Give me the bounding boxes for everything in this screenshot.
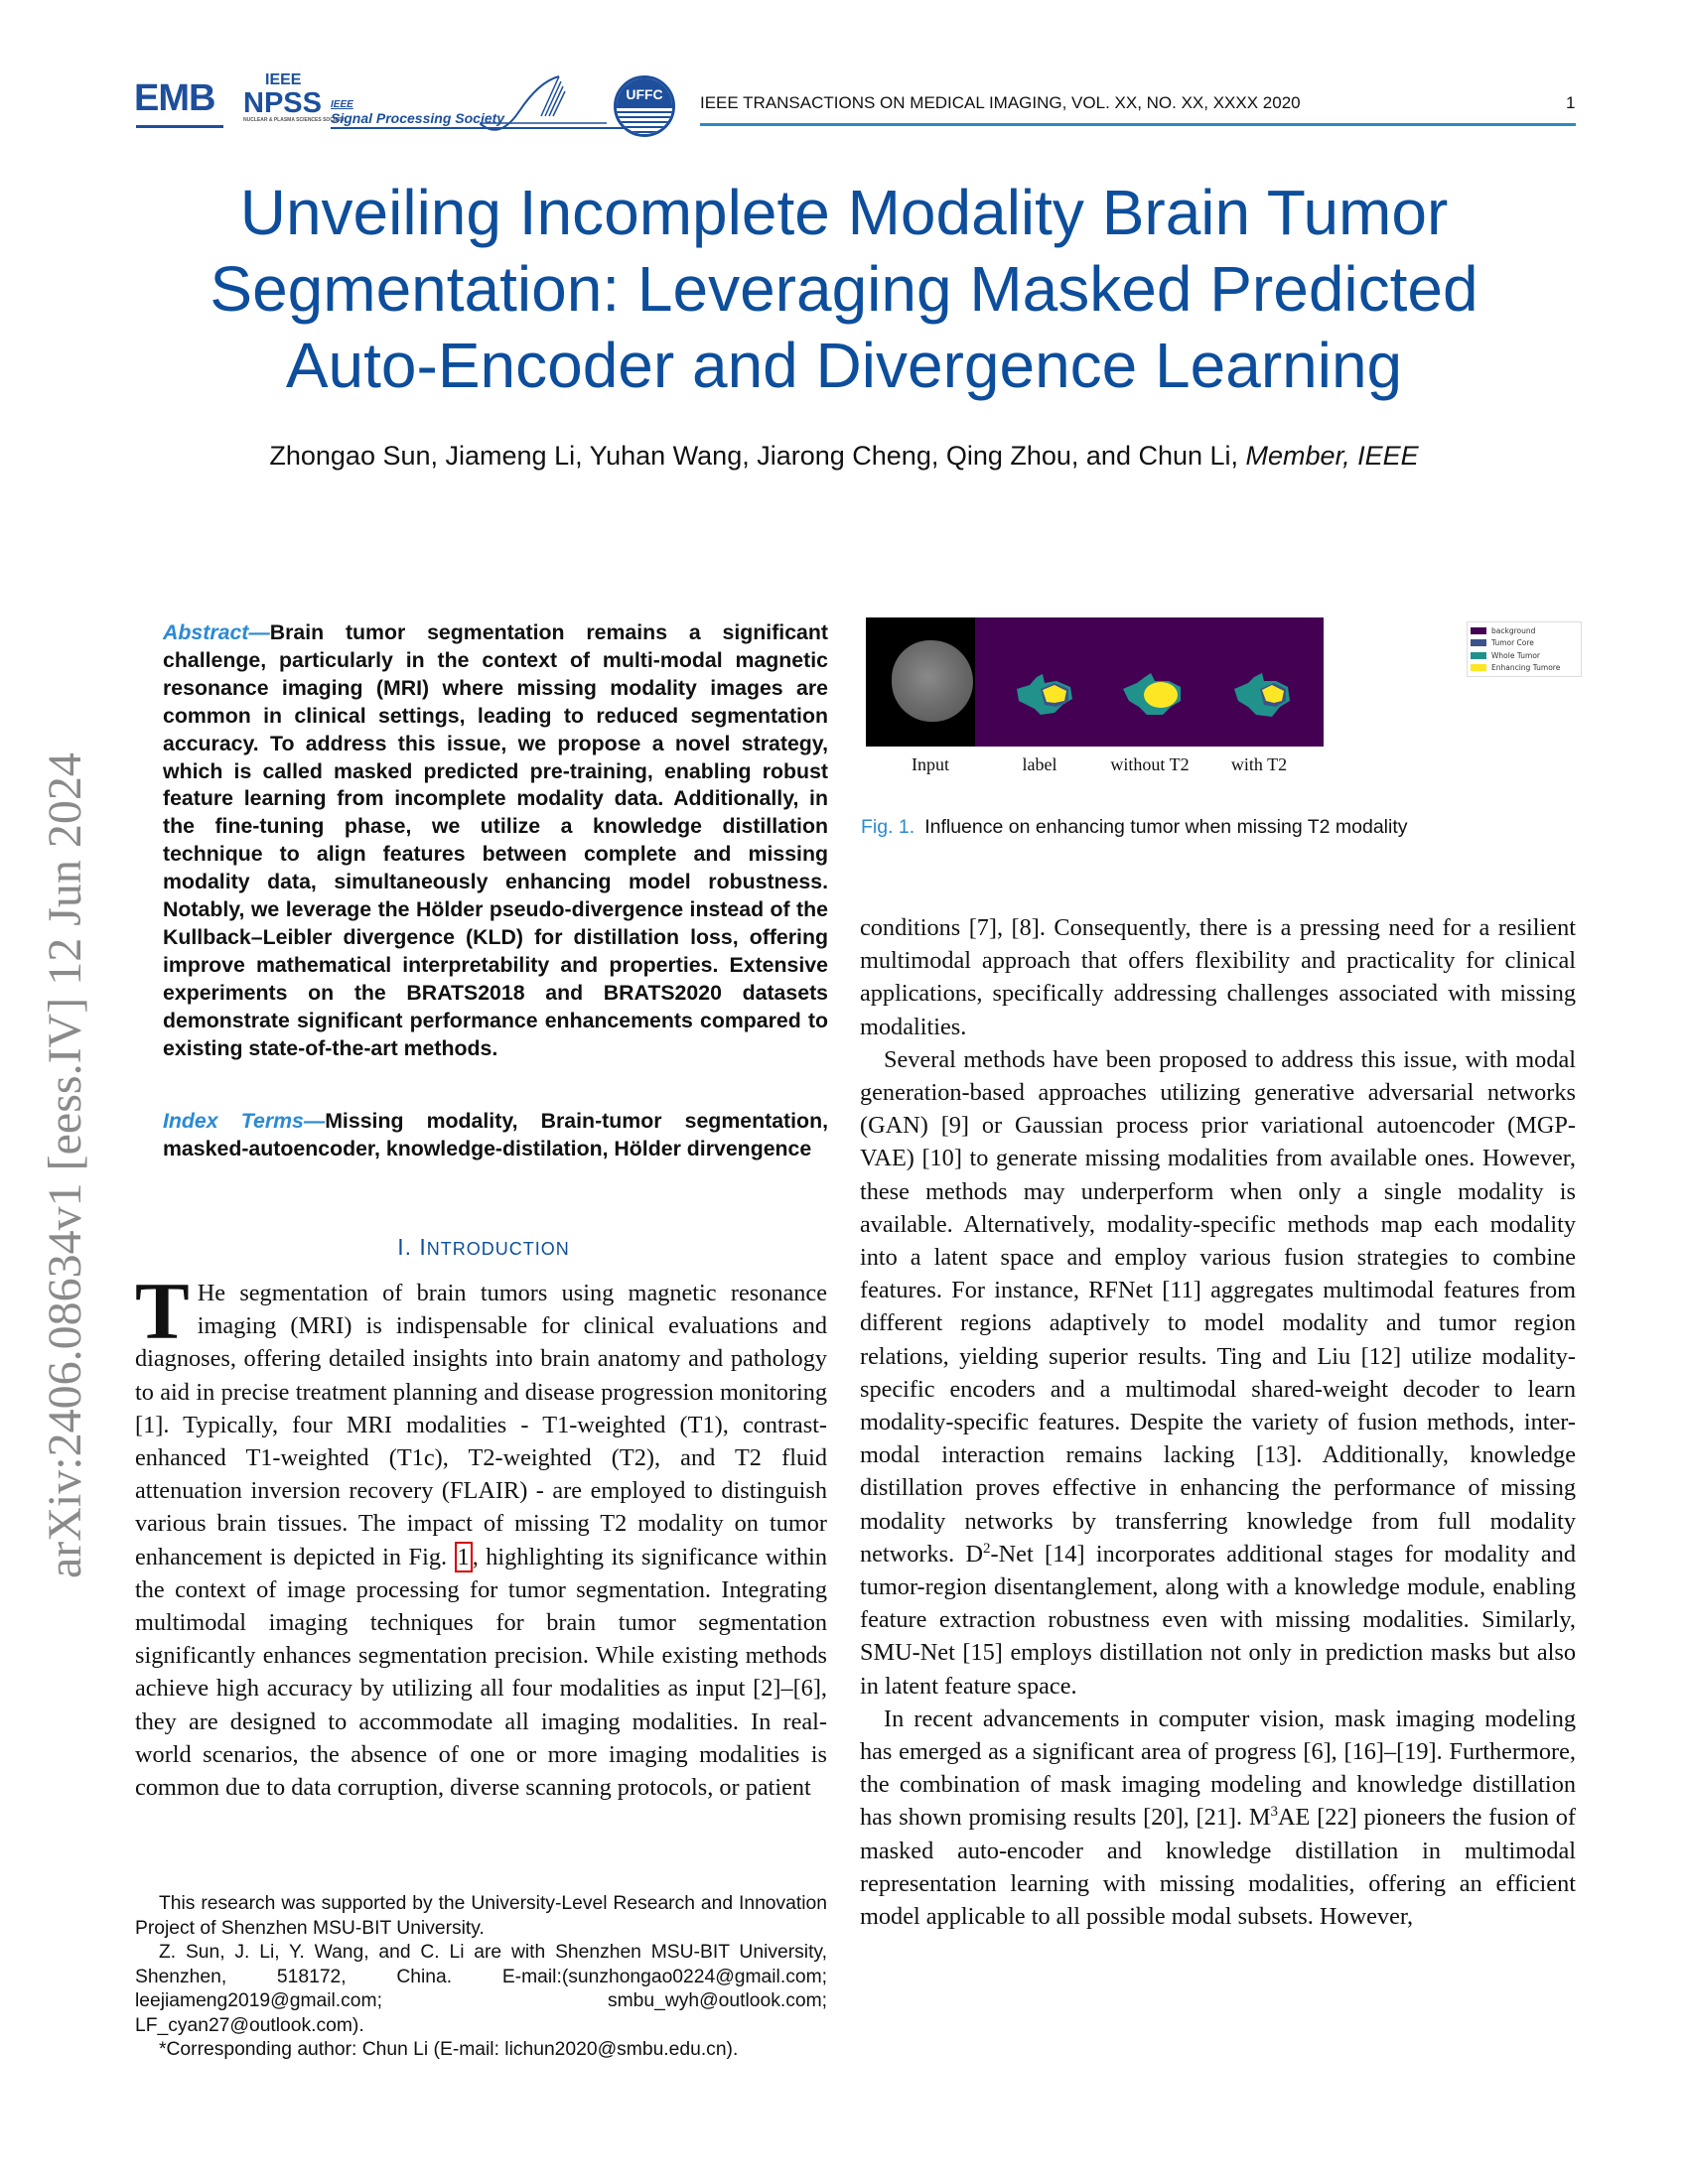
intro-first-word: He xyxy=(197,1280,226,1306)
panel-caption-label: label xyxy=(1022,754,1057,774)
intro-text-2: , highlighting its significance within the context of image processing for tumor segmentation. Integrating multimodal imaging techniques for brain tumor segmentation significantly enhances segmentation precision. While existing methods achieve high accuracy by utilizing all four modalities as input [2]–[6], they are designed to accommodate all imaging modalities. In real-world scenarios, the absence of one or more imaging modalities is common due to data corruption, diverse scanning protocols, or patient xyxy=(135,1543,827,1802)
sps-name-text: Signal Processing Society xyxy=(331,110,629,129)
legend-swatch-icon xyxy=(1471,652,1486,659)
paper-title xyxy=(149,175,1539,404)
author-affiliation: Member, IEEE xyxy=(1245,441,1419,471)
title-line-2: Segmentation: Leveraging Masked Predicted xyxy=(210,253,1478,325)
panel-caption-input: Input xyxy=(912,754,949,774)
figure-reference-link[interactable]: 1 xyxy=(455,1542,473,1572)
uffc-logo xyxy=(614,75,675,137)
index-terms-text: Missing modality, Brain-tumor segmentation, masked-autoencoder, knowledge-distilation, Hölder dirvengence xyxy=(163,1109,828,1160)
arxiv-identifier[interactable]: arXiv:2406.08634v1 [eess.IV] 12 Jun 2024 xyxy=(39,752,91,1578)
legend-item-enhancing-tumor xyxy=(1471,662,1578,675)
figure-legend xyxy=(1467,621,1582,677)
section-number: I. xyxy=(397,1234,420,1260)
uffc-text: UFFC xyxy=(617,78,672,108)
legend-swatch-icon xyxy=(1471,627,1486,634)
footnotes xyxy=(135,1892,827,2063)
npss-ieee-text: IEEE xyxy=(265,71,302,88)
paragraph-recent-advancements xyxy=(860,1703,1576,1933)
paragraph-text: Several methods have been proposed to address this issue, with modal generation-based approaches utilizing generative adversarial networks (GAN) [9] or Gaussian process prior variational autoencoder (MGP-VAE) [10] to generate missing modalities from available ones. However, these methods may underperform when only a single modality is available. Alternatively, modality-specific methods map each modality into a latent space and employ various fusion strategies to combine features. For instance, RFNet [11] aggregates multimodal features from different regions adaptively to model modality and tumor region relations, yielding superior results. Ting and Liu [12] utilize modality-specific encoders and a multimodal shared-weight decoder to learn modality-specific features. Despite the variety of fusion methods, inter-modal interaction remains lacking [13]. Additionally, knowledge distillation proves effective in enhancing the performance of missing modality networks by transferring knowledge from full modality networks. D xyxy=(860,1045,1576,1568)
index-terms xyxy=(163,1108,828,1163)
legend-item-tumor-core xyxy=(1471,637,1578,650)
npss-text: NPSS xyxy=(243,87,322,119)
section-title-initial: I xyxy=(419,1234,427,1260)
figure-caption-text: Influence on enhancing tumor when missing T2 modality xyxy=(924,816,1408,838)
emb-logo: EMB xyxy=(134,77,215,119)
panel-caption-with-t2: with T2 xyxy=(1230,754,1288,774)
author-list xyxy=(149,441,1539,472)
npss-logo xyxy=(243,71,345,123)
author-names: Zhongao Sun, Jiameng Li, Yuhan Wang, Jiarong Cheng, Qing Zhou, and Chun Li, xyxy=(269,441,1239,471)
society-logos xyxy=(134,69,675,139)
abstract-text: Brain tumor segmentation remains a significant challenge, particularly in the context of multi-modal magnetic resonance imaging (MRI) where missing modality images are common in clinical settings, leading to reduced segmentation accuracy. To address this issue, we propose a novel strategy, which is called masked predicted pre-training, enabling robust feature learning from incomplete modality data. Additionally, in the fine-tuning phase, we utilize a knowledge distillation technique to align features between complete and missing modality data, simultaneously enhancing model robustness. Notably, we leverage the Hölder pseudo-divergence instead of the Kullback–Leibler divergence (KLD) for distillation loss, offering improve mathematical interpretability and properties. Extensive experiments on the BRATS2018 and BRATS2020 datasets demonstrate significant performance enhancements compared to existing state-of-the-art methods. xyxy=(163,620,828,1060)
emb-logo-underline xyxy=(136,125,223,128)
brain-scan-image xyxy=(892,640,973,722)
drop-cap: T xyxy=(135,1266,190,1356)
sps-logo xyxy=(331,99,629,129)
title-line-3: Auto-Encoder and Divergence Learning xyxy=(285,330,1403,401)
section-title-rest: NTRODUCTION xyxy=(426,1239,570,1259)
footnote-funding: This research was supported by the University-Level Research and Innovation Project of Shenzhen MSU-BIT University. xyxy=(135,1893,827,1939)
legend-label: background xyxy=(1491,625,1536,635)
superscript: 3 xyxy=(1270,1804,1278,1821)
introduction-paragraph xyxy=(135,1266,827,1804)
paragraph-text: -Net [14] incorporates additional stages for modality and tumor-region disentanglement, along with a knowledge module, enabling feature extraction robustness even with missing modalities. Similarly, SMU-Net [15] employs distillation not only in prediction masks but also in latent feature space. xyxy=(860,1540,1576,1700)
running-head: IEEE TRANSACTIONS ON MEDICAL IMAGING, VOL. XX, NO. XX, XXXX 2020 xyxy=(700,93,1301,112)
panel-with-t2 xyxy=(1195,617,1324,747)
footnote-corresponding: *Corresponding author: Chun Li (E-mail: lichun2020@smbu.edu.cn). xyxy=(159,2039,739,2060)
paragraph-text: In recent advancements in computer vision, mask imaging modeling has emerged as a significant area of progress [6], [16]–[19]. Furthermore, the combination of mask imaging modeling and knowledge distillation has shown promising results [20], [21]. M xyxy=(860,1705,1576,1832)
sps-ieee-text: IEEE xyxy=(331,99,353,110)
superscript: 2 xyxy=(983,1540,991,1557)
npss-subtitle: NUCLEAR & PLASMA SCIENCES SOCIETY xyxy=(243,117,346,123)
footnote-affiliation: Z. Sun, J. Li, Y. Wang, and C. Li are with Shenzhen MSU-BIT University, Shenzhen, 518172, China. E-mail:(sunzhongao0224@gmail.com; leejiameng2019@gmail.com; smbu_wyh@outlook.com; LF_cyan27@outlook.com). xyxy=(135,1942,827,2036)
title-line-1: Unveiling Incomplete Modality Brain Tumor xyxy=(239,177,1449,248)
figure-1-caption xyxy=(861,816,1576,839)
intro-text-1: segmentation of brain tumors using magnetic resonance imaging (MRI) is indispensable for clinical evaluations and diagnoses, offering detailed insights into brain anatomy and pathology to aid in precise treatment planning and disease progression monitoring [1]. Typically, four MRI modalities - T1-weighted (T1), contrast-enhanced T1-weighted (T1c), T2-weighted (T2), and T2 fluid attenuation inversion recovery (FLAIR) - are employed to distinguish various brain tissues. The impact of missing T2 modality on tumor enhancement is depicted in Fig. xyxy=(135,1280,827,1570)
panel-caption-without-t2: without T2 xyxy=(1110,754,1190,774)
paragraph-several-methods xyxy=(860,1043,1576,1703)
legend-swatch-icon xyxy=(1471,639,1486,646)
legend-swatch-icon xyxy=(1471,664,1486,671)
sps-waveform-icon xyxy=(480,71,609,131)
section-heading-introduction xyxy=(139,1234,828,1261)
index-terms-label: Index Terms— xyxy=(163,1109,326,1133)
figure-1 xyxy=(854,606,1579,844)
legend-label: Whole Tumor xyxy=(1491,650,1541,660)
header-rule xyxy=(700,123,1576,126)
legend-item-whole-tumor xyxy=(1471,649,1578,662)
legend-label: Tumor Core xyxy=(1491,638,1534,648)
uffc-waves-icon xyxy=(617,108,672,134)
tumor-segmentation-with-t2 xyxy=(1195,617,1324,747)
abstract-label: Abstract— xyxy=(163,620,270,644)
page-number: 1 xyxy=(1566,93,1576,112)
figure-caption-number: Fig. 1. xyxy=(861,816,915,838)
legend-label: Enhancing Tumore xyxy=(1491,663,1561,673)
paragraph-text: AE [22] pioneers the fusion of masked auto-encoder and knowledge distillation in multimodal representation learning with missing modalities, offering an efficient model applicable to all possible modal subsets. However, xyxy=(860,1804,1576,1931)
right-column-body xyxy=(860,911,1576,1933)
legend-item-background xyxy=(1471,624,1578,637)
paragraph-conditions: conditions [7], [8]. Consequently, there is a pressing need for a resilient multimodal approach that offers flexibility and practicality for clinical applications, specifically addressing challenges associated with missing modalities. xyxy=(860,914,1576,1040)
abstract xyxy=(163,619,828,1063)
